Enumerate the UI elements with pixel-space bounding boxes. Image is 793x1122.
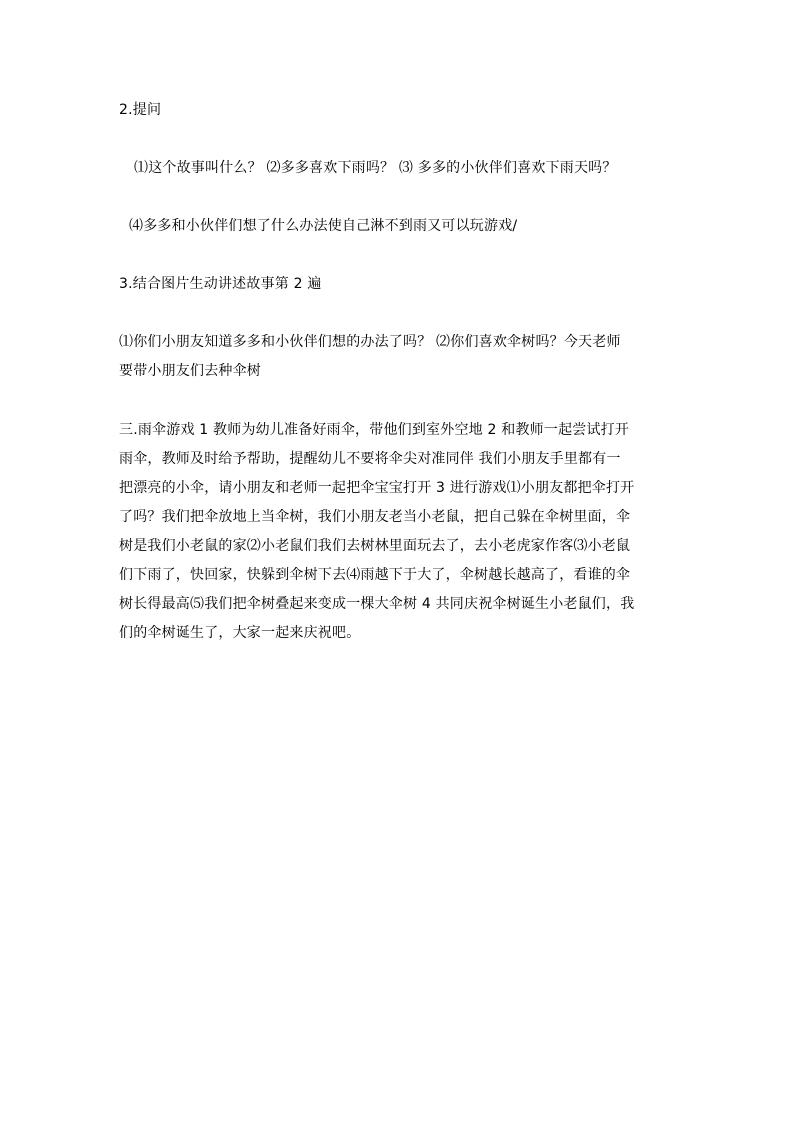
section-heading-questions: 2.提问 (119, 102, 162, 118)
retell-line-2: 要带小朋友们去种伞树 (119, 363, 261, 379)
game-paragraph-line: 们的伞树诞生了，大家一起来庆祝吧。 (119, 625, 361, 641)
questions-line-1: ⑴这个故事叫什么？ ⑵多多喜欢下雨吗？ ⑶ 多多的小伙伴们喜欢下雨天吗？ (134, 160, 617, 176)
game-paragraph-line: 雨伞，教师及时给予帮助，提醒幼儿不要将伞尖对准同伴 我们小朋友手里都有一 (119, 451, 621, 467)
game-paragraph-line: 树是我们小老鼠的家⑵小老鼠们我们去树林里面玩去了，去小老虎家作客⑶小老鼠 (119, 538, 631, 554)
game-paragraph-line: 三.雨伞游戏 1 教师为幼儿准备好雨伞，带他们到室外空地 2 和教师一起尝试打开 (119, 422, 630, 438)
game-paragraph-line: 把漂亮的小伞，请小朋友和老师一起把伞宝宝打开 3 进行游戏⑴小朋友都把伞打开 (119, 480, 635, 496)
section-heading-retell: 3.结合图片生动讲述故事第 2 遍 (119, 276, 322, 292)
retell-line-1: ⑴你们小朋友知道多多和小伙伴们想的办法了吗？ ⑵你们喜欢伞树吗？今天老师 (119, 334, 621, 350)
game-paragraph-line: 们下雨了，快回家，快躲到伞树下去⑷雨越下于大了，伞树越长越高了，看谁的伞 (119, 567, 631, 583)
questions-line-2: ⑷多多和小伙伴们想了什么办法使自己淋不到雨又可以玩游戏/ (129, 218, 518, 234)
game-paragraph-line: 树长得最高⑸我们把伞树叠起来变成一棵大伞树 4 共同庆祝伞树诞生小老鼠们，我 (119, 596, 635, 612)
game-paragraph-line: 了吗？我们把伞放地上当伞树，我们小朋友老当小老鼠，把自己躲在伞树里面，伞 (119, 509, 631, 525)
